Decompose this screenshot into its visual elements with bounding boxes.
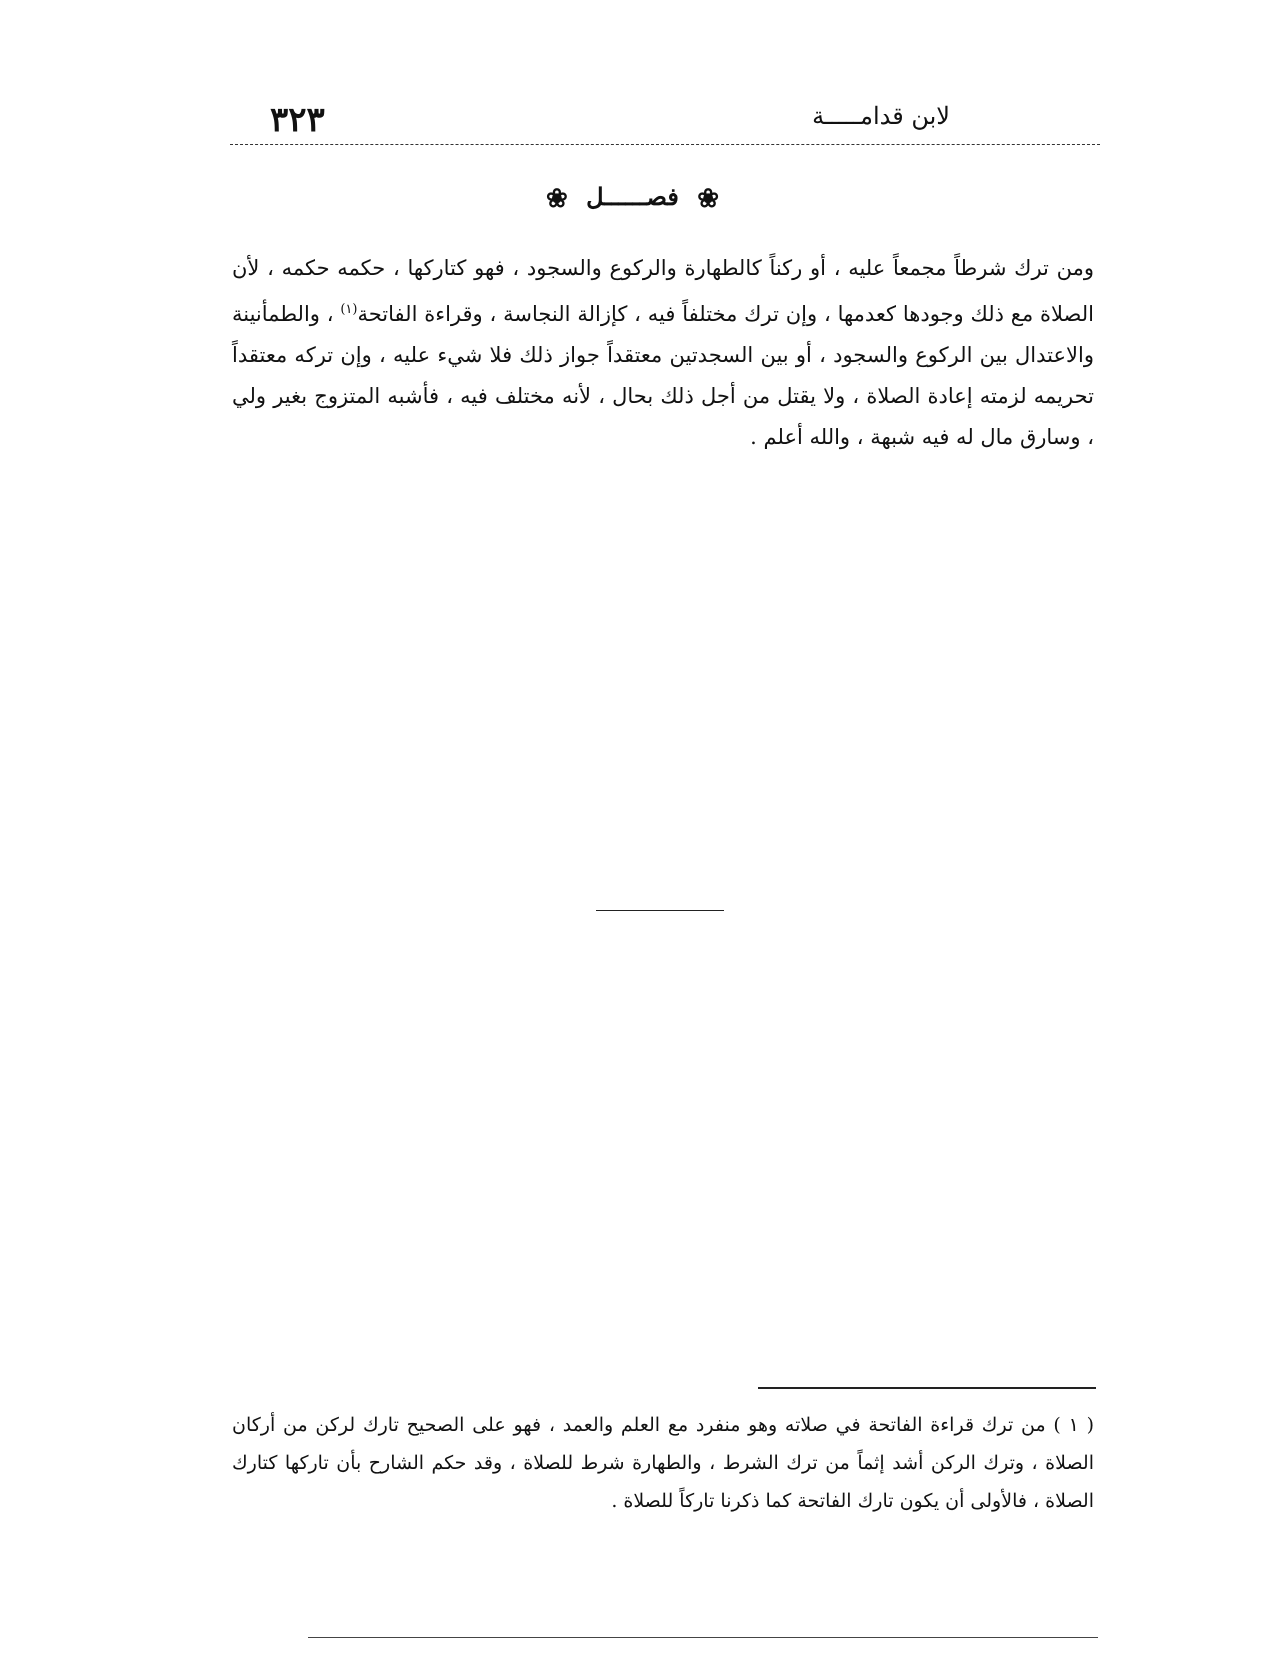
ornament-right-icon: ❀ [697,183,719,214]
body-text-part-1: ومن ترك شرطاً مجمعاً عليه ، أو ركناً كالطهارة والركوع والسجود ، فهو كتاركها ، حكمه حكمه ، لأن الصلاة مع ذلك وجودها كعدمها ، وإن ترك مختلفاً فيه ، كإزالة النجاسة ، وقراءة الفاتحة [232,256,1094,326]
footnote-separator [758,1387,1096,1389]
body-text-part-2: ، والطمأنينة والاعتدال بين الركوع والسجود ، أو بين السجدتين معتقداً جواز ذلك فلا شيء عليه ، وإن تركه معتقداً تحريمه لزمته إعادة الصلاة ، ولا يقتل من أجل ذلك بحال ، لأنه مختلف فيه ، فأشبه المتزوج بغير ولي ، وسارق مال له فيه شبهة ، والله أعلم . [232,302,1094,449]
header-rule [230,144,1100,145]
section-heading-text: فصــــــل [586,182,679,211]
ornament-left-icon: ❀ [546,183,568,214]
page-number: ٣٢٣ [270,100,325,140]
footnote-reference: (١) [340,302,358,317]
footnote: ( ١ ) من ترك قراءة الفاتحة في صلاته وهو منفرد مع العلم والعمد ، فهو على الصحيح تارك لركن من أركان الصلاة ، وترك الركن أشد إثماً من ترك الشرط ، والطهارة شرط للصلاة ، وقد حكم الشارح بأن تاركها كتارك الصلاة ، فالأولى أن يكون تارك الفاتحة كما ذكرنا تاركاً للصلاة . [232,1414,1094,1512]
running-title: لابن قدامـــــة [812,102,950,130]
section-end-rule [596,910,724,911]
section-heading [0,182,1265,214]
bottom-rule [308,1637,1098,1638]
page-header [230,100,1100,150]
body-paragraph [232,248,1094,458]
